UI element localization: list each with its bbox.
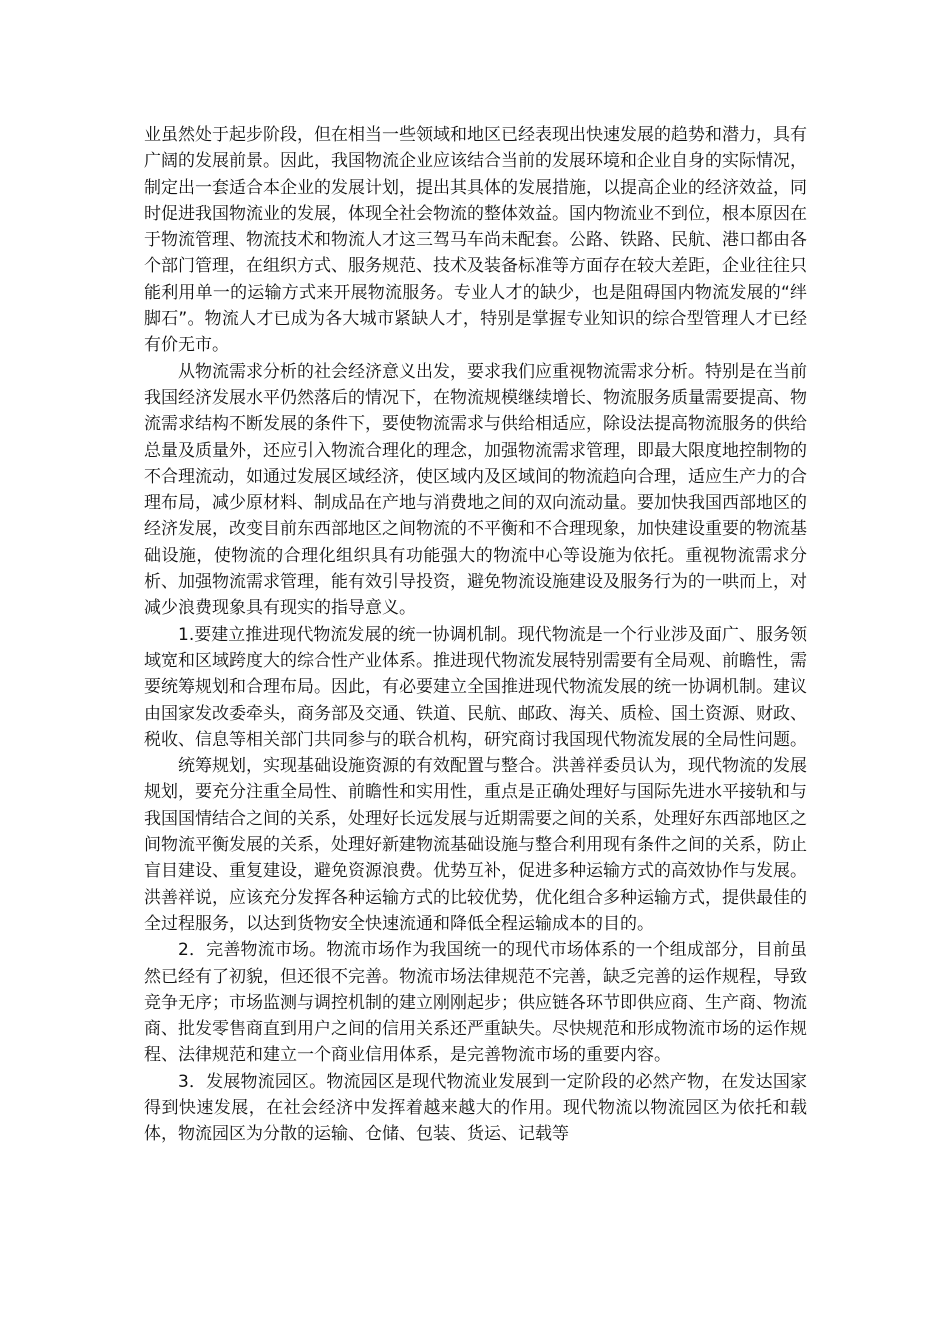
paragraph-logistics-park: 3．发展物流园区。物流园区是现代物流业发展到一定阶段的必然产物，在发达国家得到快速发展，在社会经济中发挥着越来越大的作用。现代物流以物流园区为依托和载体，物流园区为分散的运输、仓储、包装、货运、记载等	[144, 1071, 807, 1145]
paragraph-continuation: 业虽然处于起步阶段，但在相当一些领域和地区已经表现出快速发展的趋势和潜力，具有广阔的发展前景。因此，我国物流企业应该结合当前的发展环境和企业自身的实际情况，制定出一套适合本企业的发展计划，提出其具体的发展措施，以提高企业的经济效益，同时促进我国物流业的发展，体现全社会物流的整体效益。国内物流业不到位，根本原因在于物流管理、物流技术和物流人才这三驾马车尚未配套。公路、铁路、民航、港口都由各个部门管理，在组织方式、服务规范、技术及装备标准等方面存在较大差距，企业往往只能利用单一的运输方式来开展物流服务。专业人才的缺少，也是阻碍国内物流发展的“绊脚石”。物流人才已成为各大城市紧缺人才，特别是掌握专业知识的综合型管理人才已经有价无市。	[144, 125, 807, 356]
paragraph-overall-planning: 统筹规划，实现基础设施资源的有效配置与整合。洪善祥委员认为，现代物流的发展规划，要充分注重全局性、前瞻性和实用性，重点是正确处理好与国际先进水平接轨和与我国国情结合之间的关系，处理好长远发展与近期需要之间的关系，处理好东西部地区之间物流平衡发展的关系，处理好新建物流基础设施与整合利用现有条件之间的关系，防止盲目建设、重复建设，避免资源浪费。优势互补，促进多种运输方式的高效协作与发展。洪善祥说，应该充分发挥各种运输方式的比较优势，优化组合多种运输方式，提供最佳的全过程服务，以达到货物安全快速流通和降低全程运输成本的目的。	[144, 756, 807, 934]
paragraph-logistics-market: 2．完善物流市场。物流市场作为我国统一的现代市场体系的一个组成部分，目前虽然已经有了初貌，但还很不完善。物流市场法律规范不完善，缺乏完善的运作规程，导致竞争无序；市场监测与调控机制的建立刚刚起步；供应链各环节即供应商、生产商、物流商、批发零售商直到用户之间的信用关系还严重缺失。尽快规范和形成物流市场的运作规程、法律规范和建立一个商业信用体系，是完善物流市场的重要内容。	[144, 940, 807, 1066]
paragraph-logistics-demand: 从物流需求分析的社会经济意义出发，要求我们应重视物流需求分析。特别是在当前我国经济发展水平仍然落后的情况下，在物流规模继续增长、物流服务质量需要提高、物流需求结构不断发展的条件下，要使物流需求与供给相适应，除设法提高物流服务的供给总量及质量外，还应引入物流合理化的理念，加强物流需求管理，即最大限度地控制物的不合理流动，如通过发展区域经济，使区域内及区域间的物流趋向合理，适应生产力的合理布局，减少原材料、制成品在产地与消费地之间的双向流动量。要加快我国西部地区的经济发展，改变目前东西部地区之间物流的不平衡和不合理现象，加快建设重要的物流基础设施，使物流的合理化组织具有功能强大的物流中心等设施为依托。重视物流需求分析、加强物流需求管理，能有效引导投资，避免物流设施建设及服务行为的一哄而上，对减少浪费现象具有现实的指导意义。	[144, 361, 807, 619]
document-page	[144, 122, 807, 1148]
paragraph-coordination-mechanism: 1.要建立推进现代物流发展的统一协调机制。现代物流是一个行业涉及面广、服务领域宽和区域跨度大的综合性产业体系。推进现代物流发展特别需要有全局观、前瞻性，需要统筹规划和合理布局。因此，有必要建立全国推进现代物流发展的统一协调机制。建议由国家发改委牵头，商务部及交通、铁道、民航、邮政、海关、质检、国土资源、财政、税收、信息等相关部门共同参与的联合机构，研究商讨我国现代物流发展的全局性问题。	[144, 624, 807, 750]
